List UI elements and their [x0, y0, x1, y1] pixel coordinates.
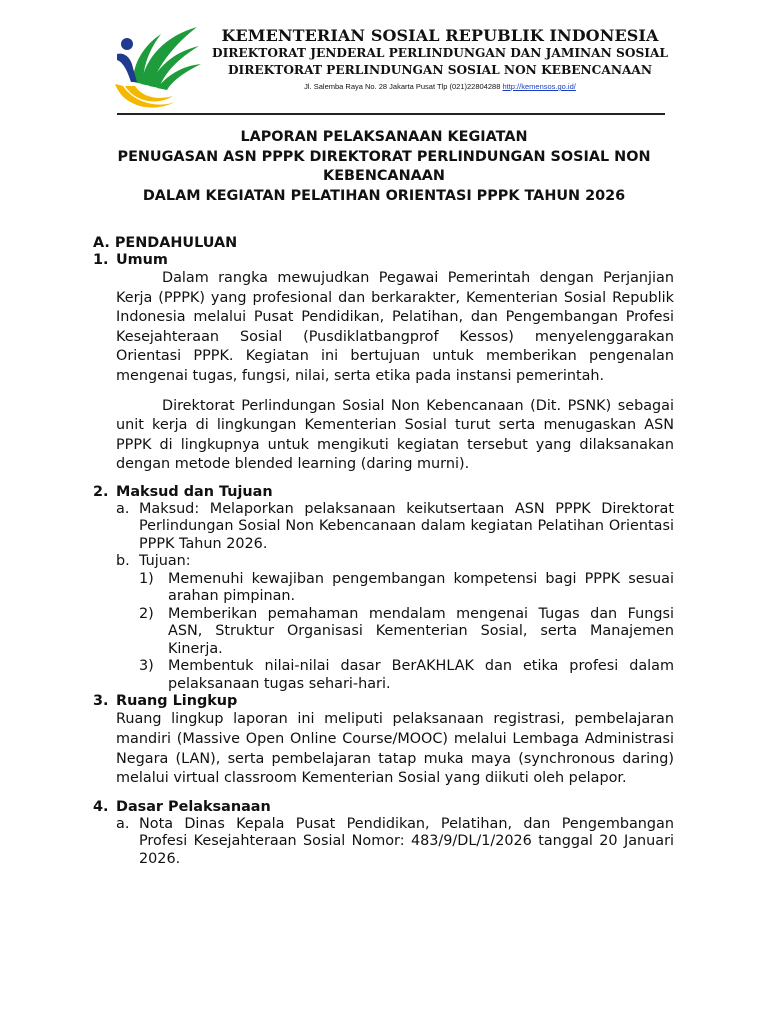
ruang-lingkup-paragraph: Ruang lingkup laporan ini meliputi pelaksanaan registrasi, pembelajaran mandiri (Massive Open Online Course/MOOC) melalui Lembaga Administrasi Negara (LAN), serta pembelajaran tatap muka maya (synchronous daring) melalui virtual classroom Kementerian Sosial yang diikuti oleh pelapor.	[116, 711, 674, 787]
list-item-nota-dinas	[116, 816, 674, 869]
umum-paragraph-2: Direktorat Perlindungan Sosial Non Kebencanaan (Dit. PSNK) sebagai unit kerja di lingkungan Kementerian Sosial turut serta menugaskan ASN PPPK di lingkupnya untuk mengikuti kegiatan tersebut yang dilaksanakan dengan metode blended learning (daring murni).	[116, 397, 674, 473]
list-item-tujuan	[116, 553, 674, 571]
umum-paragraph-1: Dalam rangka mewujudkan Pegawai Pemerintah dengan Perjanjian Kerja (PPPK) yang profesional dan berkarakter, Kementerian Sosial Republik Indonesia melalui Pusat Pendidikan, Pelatihan, dan Pengembangan Profesi Kesejahteraan Sosial (Pusdiklatbangprof Kessos) menyelenggarakan Orientasi PPPK. Kegiatan ini bertujuan untuk memberikan pengenalan mengenai tugas, fungsi, nilai, serta etika pada instansi pemerintah.	[116, 270, 674, 384]
goal-item	[139, 571, 674, 606]
list-marker: a.	[116, 500, 130, 517]
goal-item	[139, 606, 674, 659]
section-title: Maksud dan Tujuan	[116, 483, 273, 500]
directorate-general-name: DIREKTORAT JENDERAL PERLINDUNGAN DAN JAMINAN SOSIAL	[212, 46, 668, 60]
section-title: Ruang Lingkup	[116, 693, 238, 710]
address-text: Jl. Salemba Raya No. 28 Jakarta Pusat Tlp (021)22804288	[304, 82, 501, 91]
section-3-heading	[93, 693, 674, 710]
letterhead	[0, 0, 768, 118]
title-line-2: PENUGASAN ASN PPPK DIREKTORAT PERLINDUNGAN SOSIAL NON KEBENCANAAN	[117, 148, 651, 184]
section-number: 4.	[93, 798, 109, 815]
ministry-name: KEMENTERIAN SOSIAL REPUBLIK INDONESIA	[221, 26, 659, 45]
address-line	[205, 81, 675, 92]
kemensos-logo	[113, 22, 203, 114]
logo-figure-head	[121, 38, 133, 50]
list-text: Memberikan pemahaman mendalam mengenai Tugas dan Fungsi ASN, Struktur Organisasi Kementerian Sosial, serta Manajemen Kinerja.	[168, 605, 674, 657]
list-marker: 2)	[139, 605, 154, 622]
list-marker: 3)	[139, 658, 154, 675]
logo-green-leaves	[133, 27, 201, 90]
title-line-1: LAPORAN PELAKSANAAN KEGIATAN	[240, 129, 528, 145]
section-number: 2.	[93, 483, 109, 500]
section-1-heading	[93, 252, 674, 269]
section-2-heading	[93, 484, 674, 501]
section-4-heading	[93, 799, 674, 816]
list-text: Nota Dinas Kepala Pusat Pendidikan, Pelatihan, dan Pengembangan Profesi Kesejahteraan Sosial Nomor: 483/9/DL/1/2026 tanggal 20 Januari 2026.	[139, 815, 674, 867]
letterhead-text	[205, 26, 675, 92]
website-link[interactable]: http://kemensos.go.id/	[502, 82, 576, 91]
logo-figure-body	[117, 54, 137, 82]
section-title: Dasar Pelaksanaan	[116, 798, 271, 815]
report-body	[93, 235, 674, 868]
section-number: 1.	[93, 252, 109, 268]
section-number: 3.	[93, 693, 109, 710]
list-text: Maksud: Melaporkan pelaksanaan keikutsertaan ASN PPPK Direktorat Perlindungan Sosial Non Kebencanaan dalam kegiatan Pelatihan Orientasi PPPK Tahun 2026.	[139, 500, 674, 552]
directorate-name: DIREKTORAT PERLINDUNGAN SOSIAL NON KEBENCANAAN	[227, 63, 653, 77]
list-text: Memenuhi kewajiban pengembangan kompetensi bagi PPPK sesuai arahan pimpinan.	[168, 570, 674, 605]
list-text: Membentuk nilai-nilai dasar BerAKHLAK dan etika profesi dalam pelaksanaan tugas sehari-hari.	[168, 658, 674, 692]
section-a-heading: A. PENDAHULUAN	[93, 235, 238, 251]
letterhead-divider	[117, 113, 665, 115]
list-marker: a.	[116, 815, 130, 832]
report-title	[80, 128, 688, 206]
goal-item	[139, 658, 674, 693]
list-marker: 1)	[139, 570, 154, 587]
list-text: Tujuan:	[139, 553, 191, 570]
section-title: Umum	[116, 252, 168, 268]
list-marker: b.	[116, 553, 130, 570]
list-item-maksud	[116, 501, 674, 554]
title-line-3: DALAM KEGIATAN PELATIHAN ORIENTASI PPPK TAHUN 2026	[142, 187, 626, 204]
